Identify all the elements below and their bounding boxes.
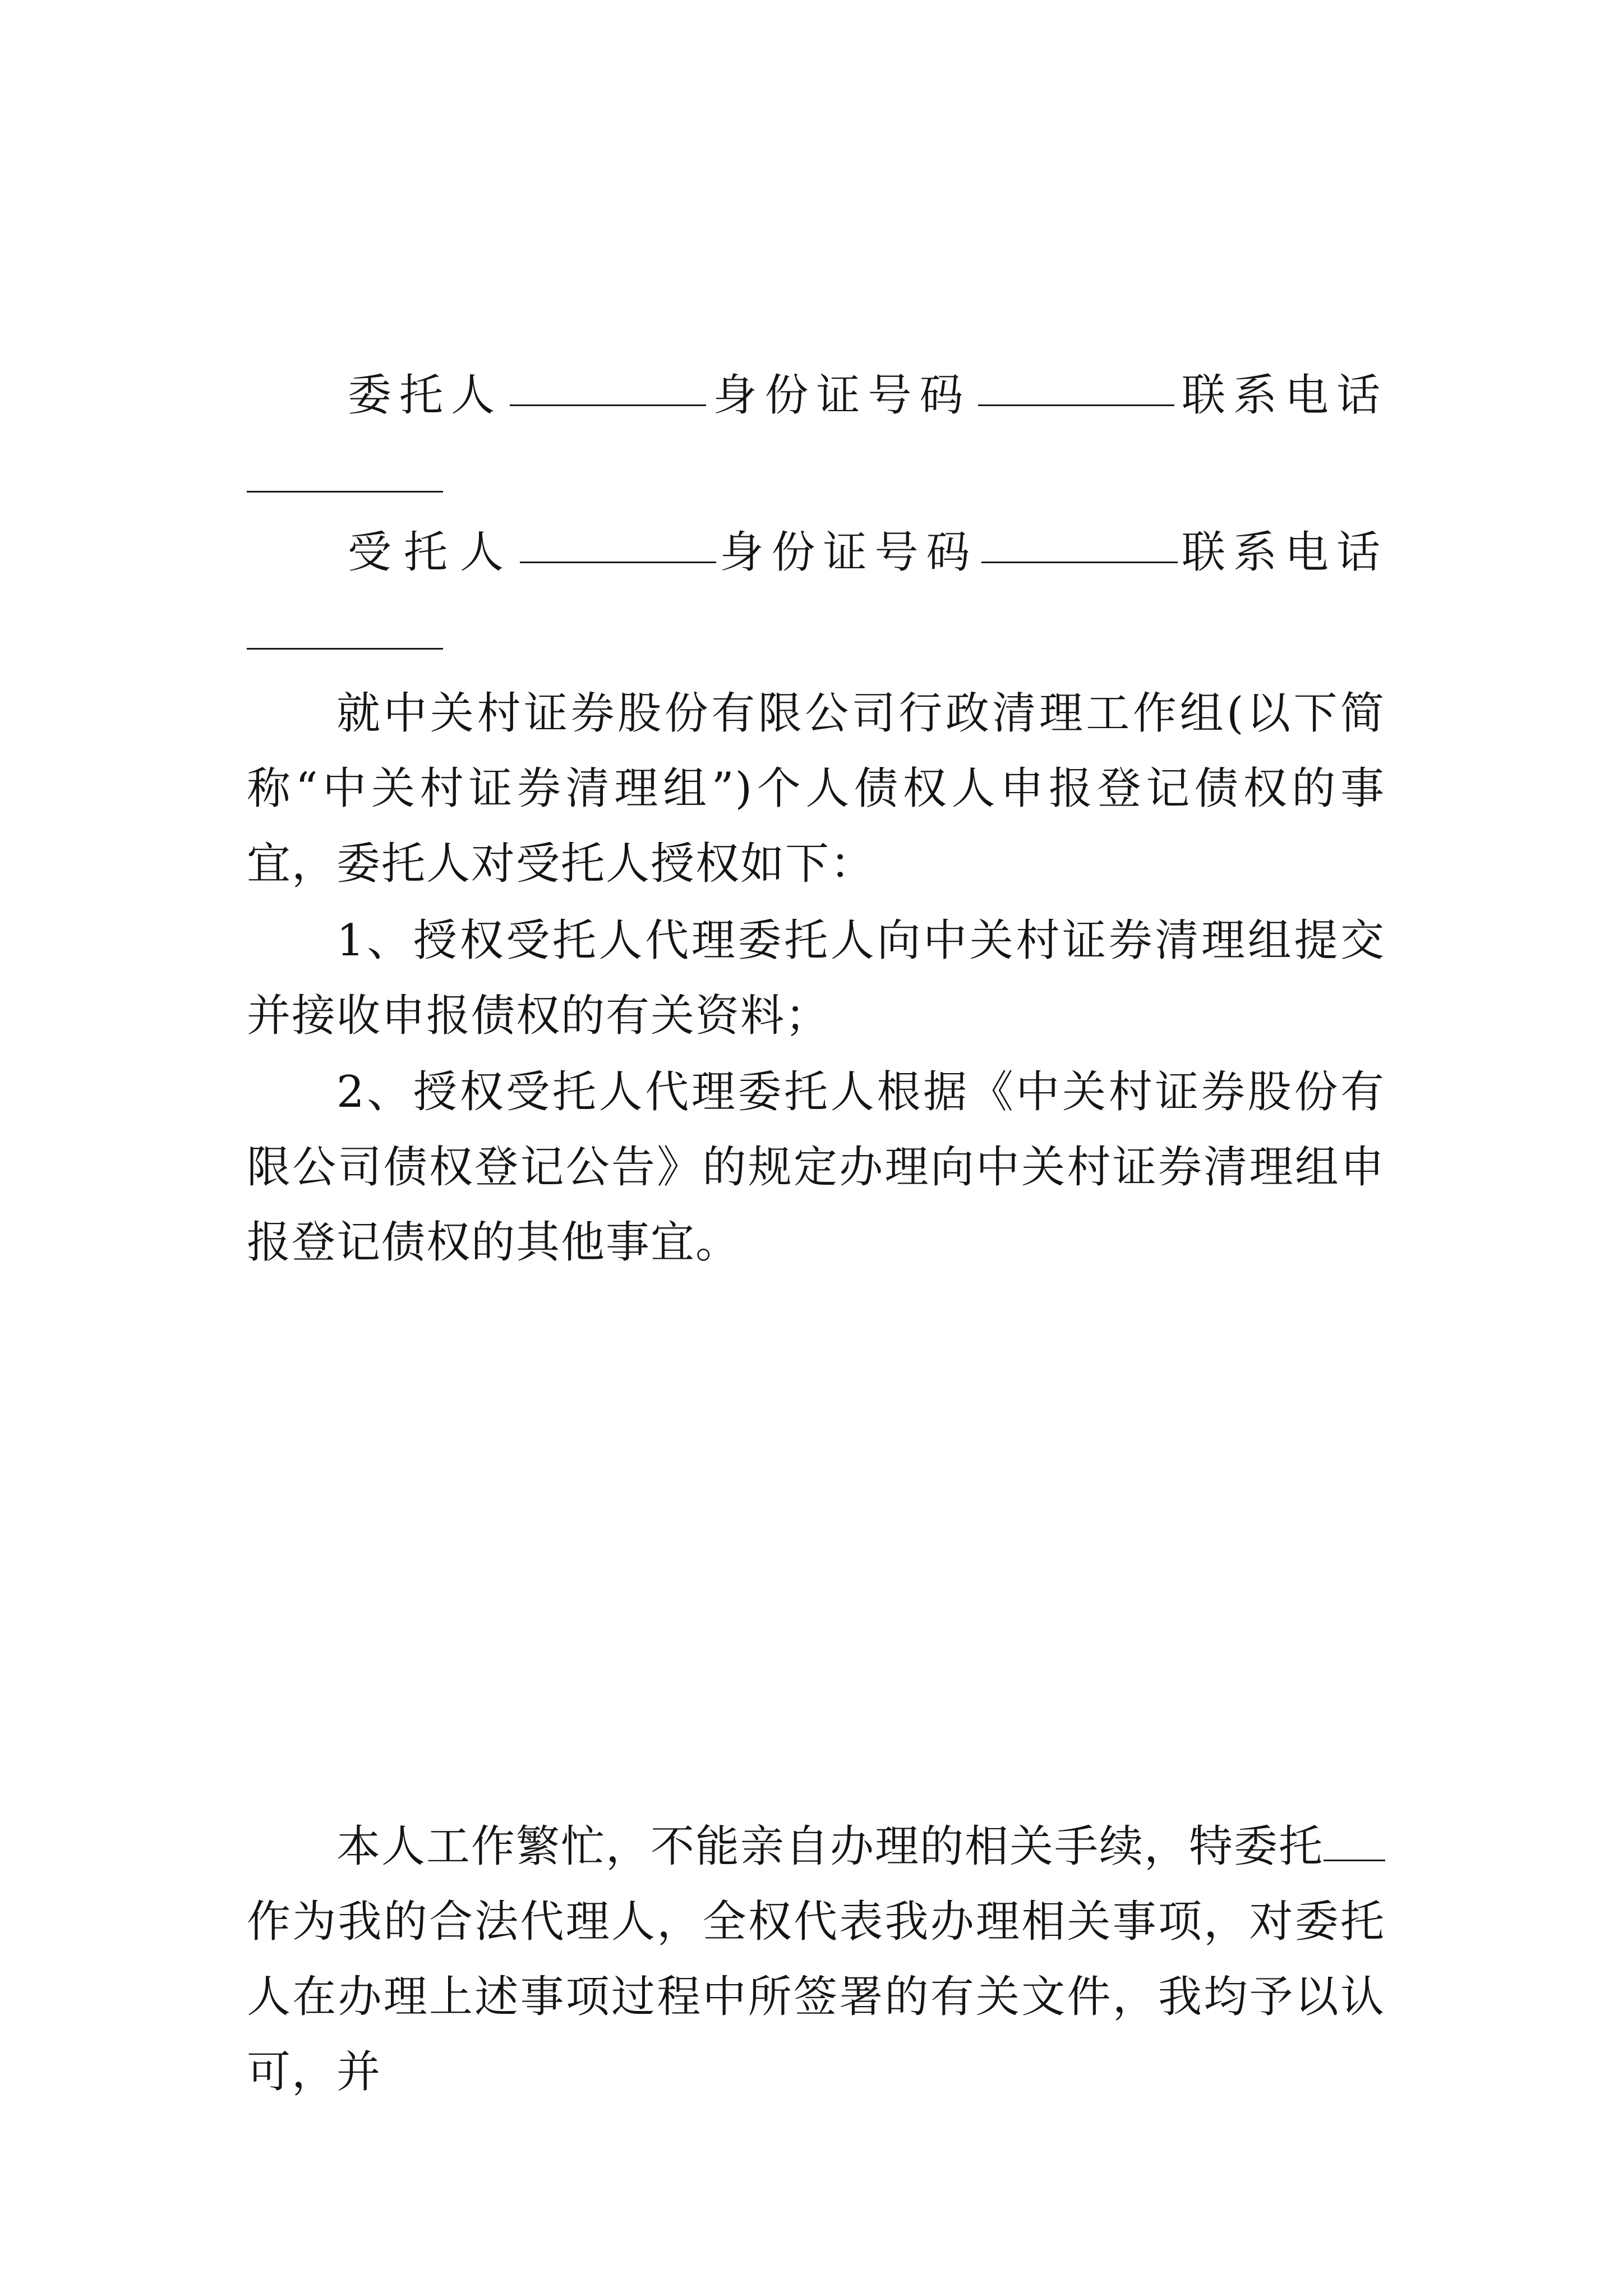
- item-1-paragraph: 1、授权受托人代理委托人向中关村证券清理组提交并接收申报债权的有关资料；: [247, 915, 1385, 1041]
- trustee-name-blank: [520, 524, 716, 563]
- delegator-id-label: 身份证号码: [713, 370, 971, 421]
- trustee-sign-line: [336, 1442, 1385, 1498]
- section-3-text-after: 作为我的合法代理人，全权代表我办理相关事项，对委托人在办理上述事项过程中所签署的有关文件，我均予以认可，并: [247, 1897, 1385, 2097]
- intro-paragraph: 就中关村证券股份有限公司行政清理工作组(以下简称“中关村证券清理组”)个人债权人申报登记债权的事宜，委托人对受托人授权如下：: [247, 688, 1385, 889]
- section-3-text-before: 本人工作繁忙，不能亲自办理的相关手续，特委托: [336, 1821, 1324, 1872]
- item-2-paragraph: 2、授权受托人代理委托人根据《中关村证券股份有限公司债权登记公告》的规定办理向中关村证券清理组申报登记债权的其他事宜。: [247, 1067, 1385, 1268]
- section-3-delegator-line: [336, 1669, 1385, 1725]
- trustee-id-blank: [981, 524, 1178, 563]
- delegator-signature-line: [336, 216, 1385, 272]
- delegator-sign-line: [336, 1366, 1385, 1422]
- delegator-contact-row: [348, 367, 1388, 424]
- delegator-phone-blank: [247, 491, 443, 493]
- body-date-line: [336, 1517, 1385, 1573]
- trustee-phone-blank: [247, 648, 443, 650]
- delegator-id-blank: [978, 367, 1174, 406]
- section-3-paragraph: [247, 1809, 1385, 2110]
- delegator-name-blank: [510, 367, 706, 406]
- effective-line: [336, 1290, 1385, 1346]
- delegator-phone-label: 联系电话: [1181, 370, 1388, 421]
- trustee-phone-label: 联系电话: [1181, 527, 1388, 578]
- section-3-title: [336, 1593, 1385, 1649]
- section-3-trustee-line: [336, 1745, 1385, 1801]
- agent-name-blank: [1324, 1823, 1385, 1861]
- trustee-role-label: 受托人: [348, 527, 517, 578]
- delegator-role-label: 委托人: [348, 370, 503, 421]
- date-line: [336, 289, 1385, 345]
- trustee-contact-row: [348, 524, 1388, 581]
- trustee-id-label: 身份证号码: [720, 527, 978, 578]
